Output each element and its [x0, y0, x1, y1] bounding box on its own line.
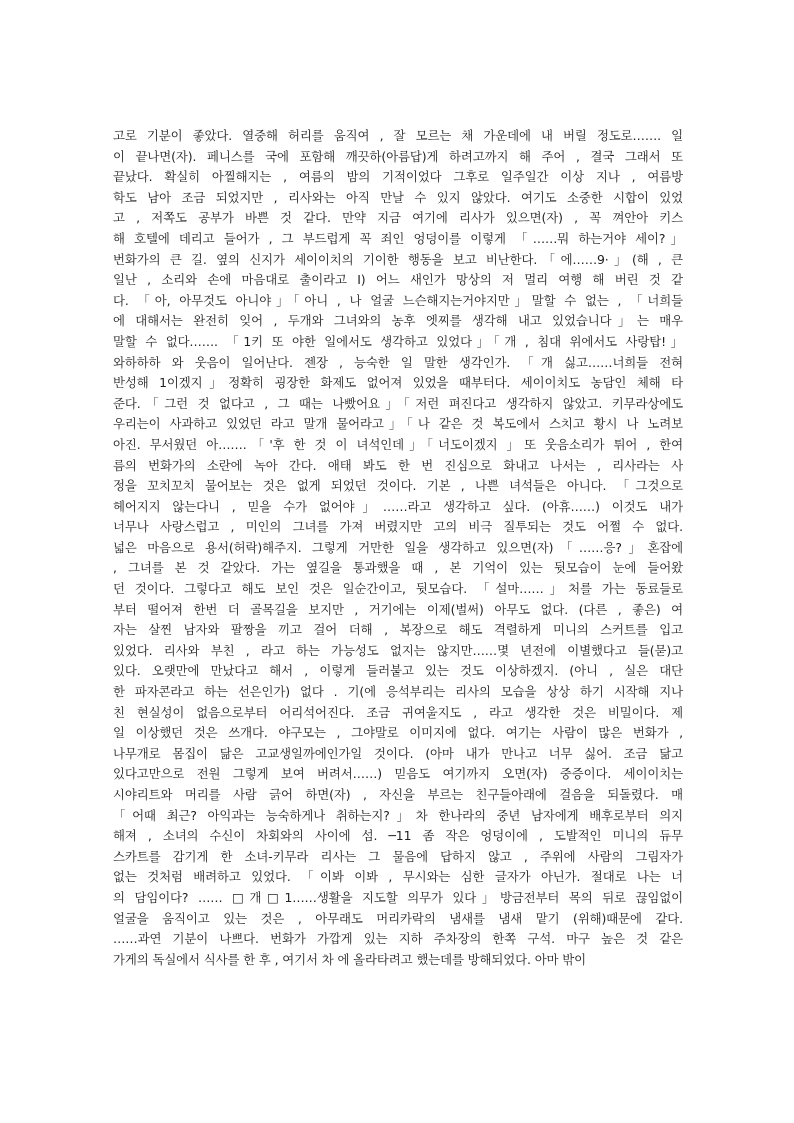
- text-line: 있었다. 리사와 부친 , 라고 하는 가능성도 없지는 않지만……몇 년전에 이별했다고 들(묻)고: [113, 642, 683, 658]
- text-line: 반성해 1이겠지」정확히 굉장한 화제도 없어져 있었을 때부터다. 세이이치도 농담인 체해 타: [113, 375, 683, 391]
- text-line: 얼굴을 움직이고 있는 것은 , 아무래도 머리카락의 냄새를 냄새 맡기 (위해)때문에 같다.: [113, 910, 683, 926]
- text-line: 「어때 최근? 아익과는 능숙하게나 취하는지?」차 한나라의 중년 남자에게 배후로부터 의지: [113, 807, 683, 823]
- text-line: 이 끝나면(자). 페니스를 국에 포함해 깨끗하(아름답)게 하려고까지 해 주어 , 결국 그래서 또: [113, 148, 683, 164]
- text-line: 의 담임이다? …… □개□1……생활을 지도할 의무가 있다」방금전부터 목의 뒤로 끊임없이: [113, 889, 683, 905]
- text-line: 다. 「아, 아무것도 아니야」「아니 , 나 얼굴 느슨해지는거야지만」말할 수 없는 , 「너희들: [113, 292, 683, 308]
- text-line: 일난 , 소리와 손에 마음대로 출이라고 I) 어느 새인가 망상의 저 멀리 여행 해 버린 것 같: [113, 272, 683, 288]
- text-line: 던 것이다. 그렇다고 해도 보인 것은 일순간이고, 뒷모습다. 「설마……」처를 가는 동료들로: [113, 581, 683, 597]
- text-line: 아진. 무서웠던 아…….「'후 한 것 이 녀석인데」「너도이겠지 」또 웃음소리가 튀어 , 한여: [113, 436, 683, 452]
- text-line: 해져 , 소녀의 수신이 차회와의 사이에 섬. ─11 좀 작은 엉덩이에 , 도발적인 미니의 듀무: [113, 828, 683, 844]
- text-line: 와하하하 와 웃음이 일어난다. 젠장 , 능숙한 일 말한 생각인가. 「개 싫고……너희들 전혀: [113, 354, 683, 370]
- text-line: 끝났다. 확실히 아찔해지는 , 여름의 밤의 기적이었다 그후로 일주일간 이상 지나 , 여름방: [113, 169, 683, 185]
- text-line: 넓은 마음으로 용서(허락)해주지. 그렇게 거만한 일을 생각하고 있으면(자)「……응?」혼잡에: [113, 539, 683, 555]
- text-line: 일 이상했던 것은 쓰개다. 야구모는 , 그야말로 이미지에 없다. 여기는 사람이 많은 번화가 ,: [113, 725, 683, 741]
- body-text: [113, 126, 683, 970]
- text-line: 있다. 오랫만에 만났다고 해서 , 이렇게 들러붙고 있는 것도 이상하겠지. (아니 , 실은 대단: [113, 663, 683, 679]
- text-line: 준다.「그런 것 없다고 , 그 때는 나빴어요」「저런 펴진다고 생각하지 않았고. 키무라상에도: [113, 395, 683, 411]
- text-line: 해 호텔에 데리고 들어가 , 그 부드럽게 꼭 죄인 엉덩이를 이렇게 「……뭐 하는거야 세이?」: [113, 230, 683, 246]
- text-line: 헤어지지 않는다니 , 믿을 수가 없어야」……라고 생각하고 싶다. (아휴……) 이것도 내가: [113, 498, 683, 514]
- text-line: 한 파자콘라고 하는 선은인가) 없다 . 기(에 응석부리는 리사의 모습을 상상 하기 시작해 지나: [113, 684, 683, 700]
- text-line: 시야리트와 머리를 사람 긁어 하면(자) , 자신을 부르는 친구들아래에 걸음을 되돌렸다. 매: [113, 787, 683, 802]
- text-line: 나무개로 몸집이 닮은 고교생일까에인가일 것이다. (아마 내가 만나고 너무 싫어. 조금 닮고: [113, 745, 683, 761]
- text-line: 정을 꼬치꼬치 물어보는 것은 없게 되었던 것이다. 기본 , 나쁜 녀석들은 아니다. 「그것으로: [113, 478, 683, 494]
- text-line: 친 현실성이 없음으로부터 어리석어진다. 조금 귀여울지도 , 라고 생각한 것은 비밀이다. 제: [113, 704, 683, 720]
- text-line: 번화가의 큰 길. 옆의 신지가 세이이치의 기이한 행동을 보고 비난한다.「에……9·」(해 , 큰: [113, 251, 683, 267]
- text-line: 가게의 독실에서 식사를 한 후 , 여기서 차 에 올라타려고 했는데를 방해되었다. 아마 밖이: [113, 951, 587, 967]
- text-line: 있다고만으로 전원 그렇게 보여 버려서……) 믿음도 여기까지 오면(자) 중증이다. 세이이치는: [113, 766, 683, 782]
- text-line: 학도 남아 조금 되었지만 , 리사와는 아직 만날 수 있지 않았다. 여기도 소중한 시합이 있었: [113, 189, 683, 205]
- text-line: 없는 것처럼 배려하고 있었다. 「이봐 이봐 , 무시와는 심한 글자가 아닌가. 절대로 나는 너: [113, 869, 683, 885]
- text-line: 름의 번화가의 소란에 녹아 간다. 애태 봐도 한 번 진심으로 화내고 나서는 , 리사라는 사: [113, 457, 683, 473]
- text-line: 고 , 저쪽도 공부가 바쁜 것 같다. 만약 지금 여기에 리사가 있으면(자) , 꼭 껴안아 키스: [113, 210, 683, 226]
- text-line: 우리는이 사과하고 있었던 라고 말개 물어라고」「나 같은 것 복도에서 스치고 황시 나 노려보: [113, 416, 683, 432]
- text-line: 고로 기분이 좋았다. 열중해 허리를 움직여 , 잘 모르는 채 가운데에 내 버릴 정도로……. 일: [113, 128, 683, 143]
- text-line: 너무나 사랑스럽고 , 미인의 그녀를 가져 버렸지만 고의 비극 질투되는 것도 어쩔 수 없다.: [113, 519, 683, 535]
- text-line: 에 대해서는 완전히 잊어 , 두개와 그녀와의 농후 엣찌를 생각해 내고 있었습니다」는 매우: [113, 313, 683, 329]
- text-line: 부터 떨어져 한번 더 골목길을 보지만 , 거기에는 이제(벌써) 아무도 없다. (다른 , 좋은) 여: [113, 601, 683, 617]
- text-line: , 그녀를 본 것 같았다. 가는 옆길을 통과했을 때 , 본 기억이 있는 뒷모습이 눈에 들어왔: [113, 560, 683, 576]
- text-line: 자는 살찐 남자와 팔짱을 끼고 걸어 더해 , 복장으로 해도 격렬하게 미니의 스커트를 입고: [113, 622, 683, 638]
- text-line: 스카트를 감기게 한 소녀-키무라 리사는 그 물음에 답하지 않고 , 주위에 사람의 그림자가: [113, 848, 683, 864]
- text-line: 말할 수 없다……. 「1키 또 야한 일에서도 생각하고 있었다」「개 , 침대 위에서도 사랑탑!」: [113, 333, 683, 349]
- text-line: ……과연 기분이 나쁘다. 번화가 가깝게 있는 지하 주차장의 한쪽 구석. 마구 높은 것 같은: [113, 931, 683, 947]
